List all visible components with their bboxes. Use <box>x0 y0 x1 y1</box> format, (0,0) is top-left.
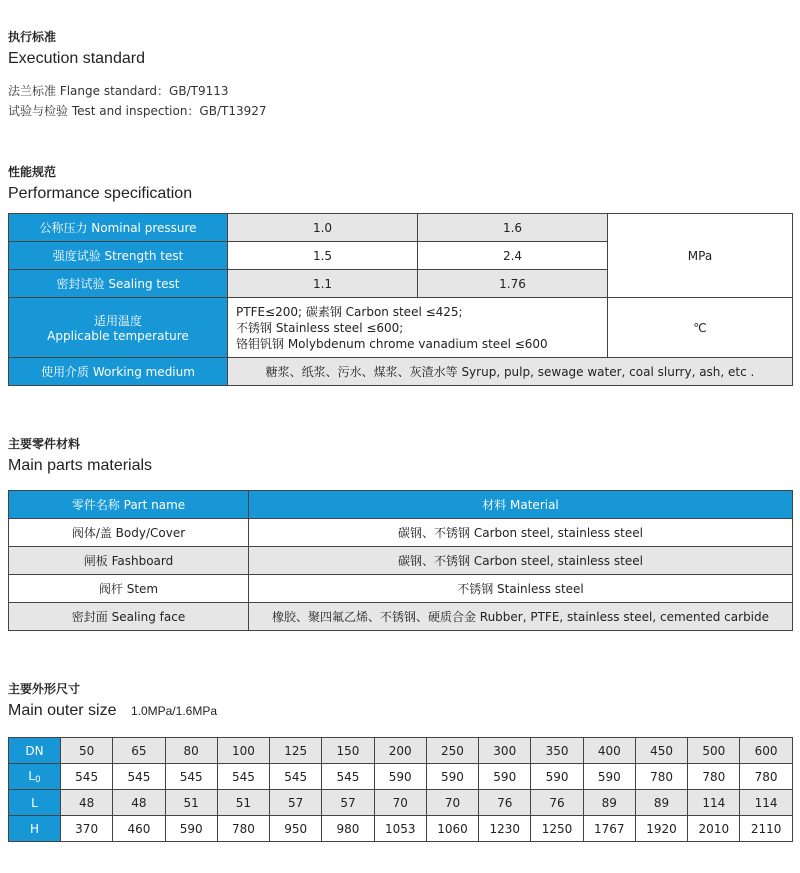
l-value: 70 <box>374 790 426 816</box>
h-value: 2110 <box>740 816 792 842</box>
h-value: 1230 <box>479 816 531 842</box>
execution-title-cn: 执行标准 <box>8 30 57 44</box>
performance-section <box>8 163 192 203</box>
materials-title-en: Main parts materials <box>8 457 153 474</box>
l-value: 70 <box>426 790 478 816</box>
size-table <box>8 737 793 842</box>
execution-title-en: Execution standard <box>8 50 145 67</box>
size-title-cn: 主要外形尺寸 <box>8 682 81 696</box>
sealing-test-v2: 1.76 <box>418 270 608 298</box>
l0-label <box>9 764 61 790</box>
temperature-label <box>9 298 228 358</box>
l-value: 76 <box>531 790 583 816</box>
l0-value: 590 <box>426 764 478 790</box>
materials-section <box>8 435 152 475</box>
l0-value: 545 <box>113 764 165 790</box>
temperature-unit: ℃ <box>608 298 793 358</box>
dn-value: 125 <box>270 738 322 764</box>
h-value: 590 <box>165 816 217 842</box>
strength-test-v2: 2.4 <box>418 242 608 270</box>
dn-value: 150 <box>322 738 374 764</box>
flange-standard: 法兰标准 Flange standard：GB/T9113 <box>8 84 229 98</box>
h-value: 950 <box>270 816 322 842</box>
h-label: H <box>9 816 61 842</box>
pressure-unit: MPa <box>608 214 793 298</box>
part-name: 阀杆 Stem <box>9 575 249 603</box>
strength-test-label: 强度试验 Strength test <box>9 242 228 270</box>
part-material: 碳钢、不锈钢 Carbon steel, stainless steel <box>249 519 793 547</box>
l0-label-main: L <box>28 768 35 783</box>
dn-value: 400 <box>583 738 635 764</box>
l-label: L <box>9 790 61 816</box>
h-value: 1053 <box>374 816 426 842</box>
performance-table <box>8 213 793 386</box>
temperature-line-3: 铬钼钒钢 Molybdenum chrome vanadium steel ≤600 <box>236 336 548 351</box>
table-row <box>9 358 793 386</box>
part-material: 不锈钢 Stainless steel <box>249 575 793 603</box>
part-material: 碳钢、不锈钢 Carbon steel, stainless steel <box>249 547 793 575</box>
temperature-label-cn: 适用温度 <box>93 314 142 328</box>
l-value: 57 <box>322 790 374 816</box>
l-value: 51 <box>165 790 217 816</box>
dn-value: 80 <box>165 738 217 764</box>
size-section <box>8 680 217 720</box>
materials-title-cn: 主要零件材料 <box>8 437 81 451</box>
h-value: 780 <box>217 816 269 842</box>
l0-value: 590 <box>479 764 531 790</box>
size-title-en: Main outer size <box>8 702 117 719</box>
l-value: 57 <box>270 790 322 816</box>
performance-title-cn: 性能规范 <box>8 165 57 179</box>
dn-value: 65 <box>113 738 165 764</box>
l0-label-sub: 0 <box>34 774 41 785</box>
temperature-values <box>228 298 608 358</box>
temperature-label-en: Applicable temperature <box>47 329 189 343</box>
sealing-test-label: 密封试验 Sealing test <box>9 270 228 298</box>
l-value: 114 <box>688 790 740 816</box>
strength-test-v1: 1.5 <box>228 242 418 270</box>
working-medium-label: 使用介质 Working medium <box>9 358 228 386</box>
h-value: 2010 <box>688 816 740 842</box>
h-value: 1920 <box>635 816 687 842</box>
materials-table <box>8 490 793 631</box>
h-value: 1767 <box>583 816 635 842</box>
l0-row <box>9 764 793 790</box>
l-value: 89 <box>635 790 687 816</box>
dn-value: 300 <box>479 738 531 764</box>
dn-value: 100 <box>217 738 269 764</box>
dn-value: 50 <box>61 738 113 764</box>
table-row <box>9 575 793 603</box>
l0-value: 780 <box>740 764 792 790</box>
l0-value: 545 <box>61 764 113 790</box>
part-material: 橡胶、聚四氟乙烯、不锈钢、硬质合金 Rubber, PTFE, stainless steel, cemented carbide <box>249 603 793 631</box>
table-row <box>9 547 793 575</box>
l-value: 89 <box>583 790 635 816</box>
working-medium-value: 糖浆、纸浆、污水、煤浆、灰渣水等 Syrup, pulp, sewage water, coal slurry, ash, etc . <box>228 358 793 386</box>
size-pressure: 1.0MPa/1.6MPa <box>130 704 217 718</box>
nominal-pressure-v1: 1.0 <box>228 214 418 242</box>
temperature-line-2: 不锈钢 Stainless steel ≤600; <box>236 320 404 335</box>
table-row <box>9 519 793 547</box>
part-name: 阀体/盖 Body/Cover <box>9 519 249 547</box>
nominal-pressure-v2: 1.6 <box>418 214 608 242</box>
part-name: 闸板 Fashboard <box>9 547 249 575</box>
l-value: 114 <box>740 790 792 816</box>
part-name-header: 零件名称 Part name <box>9 491 249 519</box>
dn-label: DN <box>9 738 61 764</box>
l0-value: 590 <box>583 764 635 790</box>
h-value: 980 <box>322 816 374 842</box>
l0-value: 545 <box>165 764 217 790</box>
l-value: 76 <box>479 790 531 816</box>
dn-value: 600 <box>740 738 792 764</box>
h-value: 460 <box>113 816 165 842</box>
l0-value: 545 <box>270 764 322 790</box>
l0-value: 780 <box>688 764 740 790</box>
material-header: 材料 Material <box>249 491 793 519</box>
h-row <box>9 816 793 842</box>
dn-value: 450 <box>635 738 687 764</box>
table-row <box>9 603 793 631</box>
dn-row <box>9 738 793 764</box>
sealing-test-v1: 1.1 <box>228 270 418 298</box>
l-value: 48 <box>61 790 113 816</box>
table-row <box>9 214 793 242</box>
l0-value: 545 <box>217 764 269 790</box>
l-value: 48 <box>113 790 165 816</box>
h-value: 1250 <box>531 816 583 842</box>
execution-section <box>8 28 145 68</box>
table-row <box>9 298 793 358</box>
test-inspection: 试验与检验 Test and inspection：GB/T13927 <box>8 104 267 118</box>
l0-value: 590 <box>531 764 583 790</box>
dn-value: 350 <box>531 738 583 764</box>
l-row <box>9 790 793 816</box>
l0-value: 780 <box>635 764 687 790</box>
part-name: 密封面 Sealing face <box>9 603 249 631</box>
table-row <box>9 491 793 519</box>
temperature-line-1: PTFE≤200; 碳素钢 Carbon steel ≤425; <box>236 304 463 319</box>
l0-value: 590 <box>374 764 426 790</box>
h-value: 1060 <box>426 816 478 842</box>
dn-value: 500 <box>688 738 740 764</box>
dn-value: 200 <box>374 738 426 764</box>
nominal-pressure-label: 公称压力 Nominal pressure <box>9 214 228 242</box>
l0-value: 545 <box>322 764 374 790</box>
l-value: 51 <box>217 790 269 816</box>
performance-title-en: Performance specification <box>8 185 193 202</box>
h-value: 370 <box>61 816 113 842</box>
size-title-row <box>8 702 217 720</box>
dn-value: 250 <box>426 738 478 764</box>
